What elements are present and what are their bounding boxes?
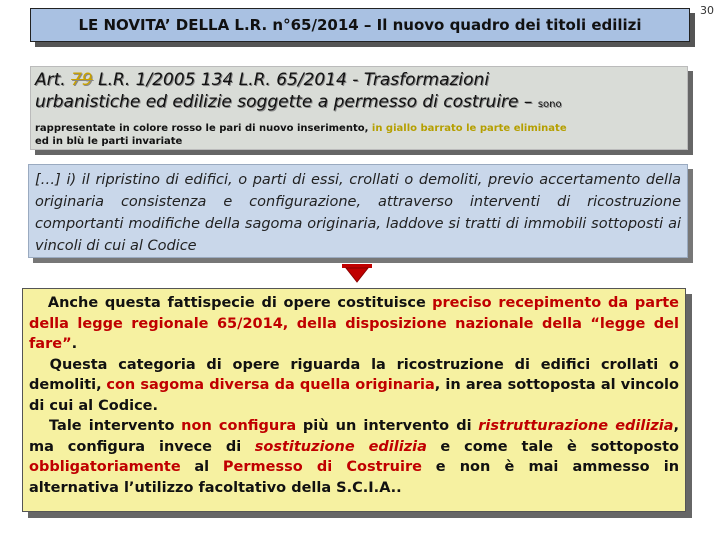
commentary-box	[22, 288, 686, 512]
page-number: 30	[700, 4, 714, 17]
paragraph-2	[29, 355, 679, 417]
p3-text-a: Tale intervento	[49, 418, 175, 434]
p3-text-c: più un intervento di	[302, 418, 472, 434]
article-header-box	[30, 66, 688, 150]
legend-red: rappresentate in colore rosso le pari di nuovo inserimento,	[35, 123, 369, 134]
article-old-law: L.R. 1/2005	[98, 70, 196, 90]
p3-text-g: e come tale è sottoposto	[440, 438, 680, 455]
legend-blue: ed in blù le parti invariate	[35, 136, 183, 147]
p3-text-b: non configura	[181, 418, 297, 434]
article-line-2	[35, 91, 683, 116]
article-new-law: 134 L.R. 65/2014	[200, 70, 347, 90]
p3-text-h: obbligatoriamente	[29, 459, 181, 475]
down-arrow-icon	[342, 264, 372, 284]
article-heading-1: Trasformazioni	[363, 70, 490, 90]
page-title: LE NOVITA’ DELLA L.R. n°65/2014 – Il nuovo quadro dei titoli edilizi	[78, 16, 642, 34]
law-quote-text: […] i) il ripristino di edifici, o parti di essi, crollati o demoliti, previo accertamento della originaria consistenza e configurazione, attraverso interventi di ricostruzione comportanti modifiche della sagoma originaria, laddove si tratti di immobili sottoposti ai vincoli di cui al Codice	[35, 172, 681, 254]
paragraph-3	[29, 416, 679, 498]
p1-text-b: preciso recepimento da parte della legge regionale 65/2014, della disposizione nazionale della “legge del fare”	[29, 295, 679, 352]
title-banner	[30, 8, 690, 42]
article-old-number: 79	[71, 70, 93, 90]
p3-text-e: , ma configura invece di	[29, 418, 680, 455]
p2-text-a: Questa categoria di opere riguarda la ricostruzione di edifici crollati o demoliti,	[29, 356, 679, 393]
p3-text-f: sostituzione edilizia	[254, 438, 427, 455]
legend-yellow: in giallo barrato le parte eliminate	[371, 123, 567, 134]
p3-text-j: Permesso di Costruire	[222, 459, 422, 475]
article-line-1	[35, 69, 683, 91]
p3-text-i: al	[194, 459, 210, 475]
paragraph-1	[29, 293, 679, 355]
p1-text-c: .	[71, 336, 78, 352]
article-dash: -	[352, 70, 359, 90]
p2-text-b: con sagoma diversa da quella originaria	[106, 377, 435, 393]
article-note-start: sono	[537, 99, 562, 110]
p3-text-d: ristrutturazione edilizia	[478, 418, 674, 434]
p2-text-c: , in area sottoposta al vincolo di cui al Codice.	[29, 377, 679, 414]
law-quote-box	[28, 164, 688, 258]
p3-text-k: e non è mai ammesso in alternativa l’utilizzo facoltativo della S.C.I.A..	[29, 459, 680, 496]
color-legend	[35, 122, 683, 148]
article-prefix: Art.	[35, 70, 66, 90]
p1-text-a: Anche questa fattispecie di opere costituisce	[47, 295, 426, 311]
article-heading-2: urbanistiche ed edilizie soggette a permesso di costruire –	[35, 92, 533, 112]
